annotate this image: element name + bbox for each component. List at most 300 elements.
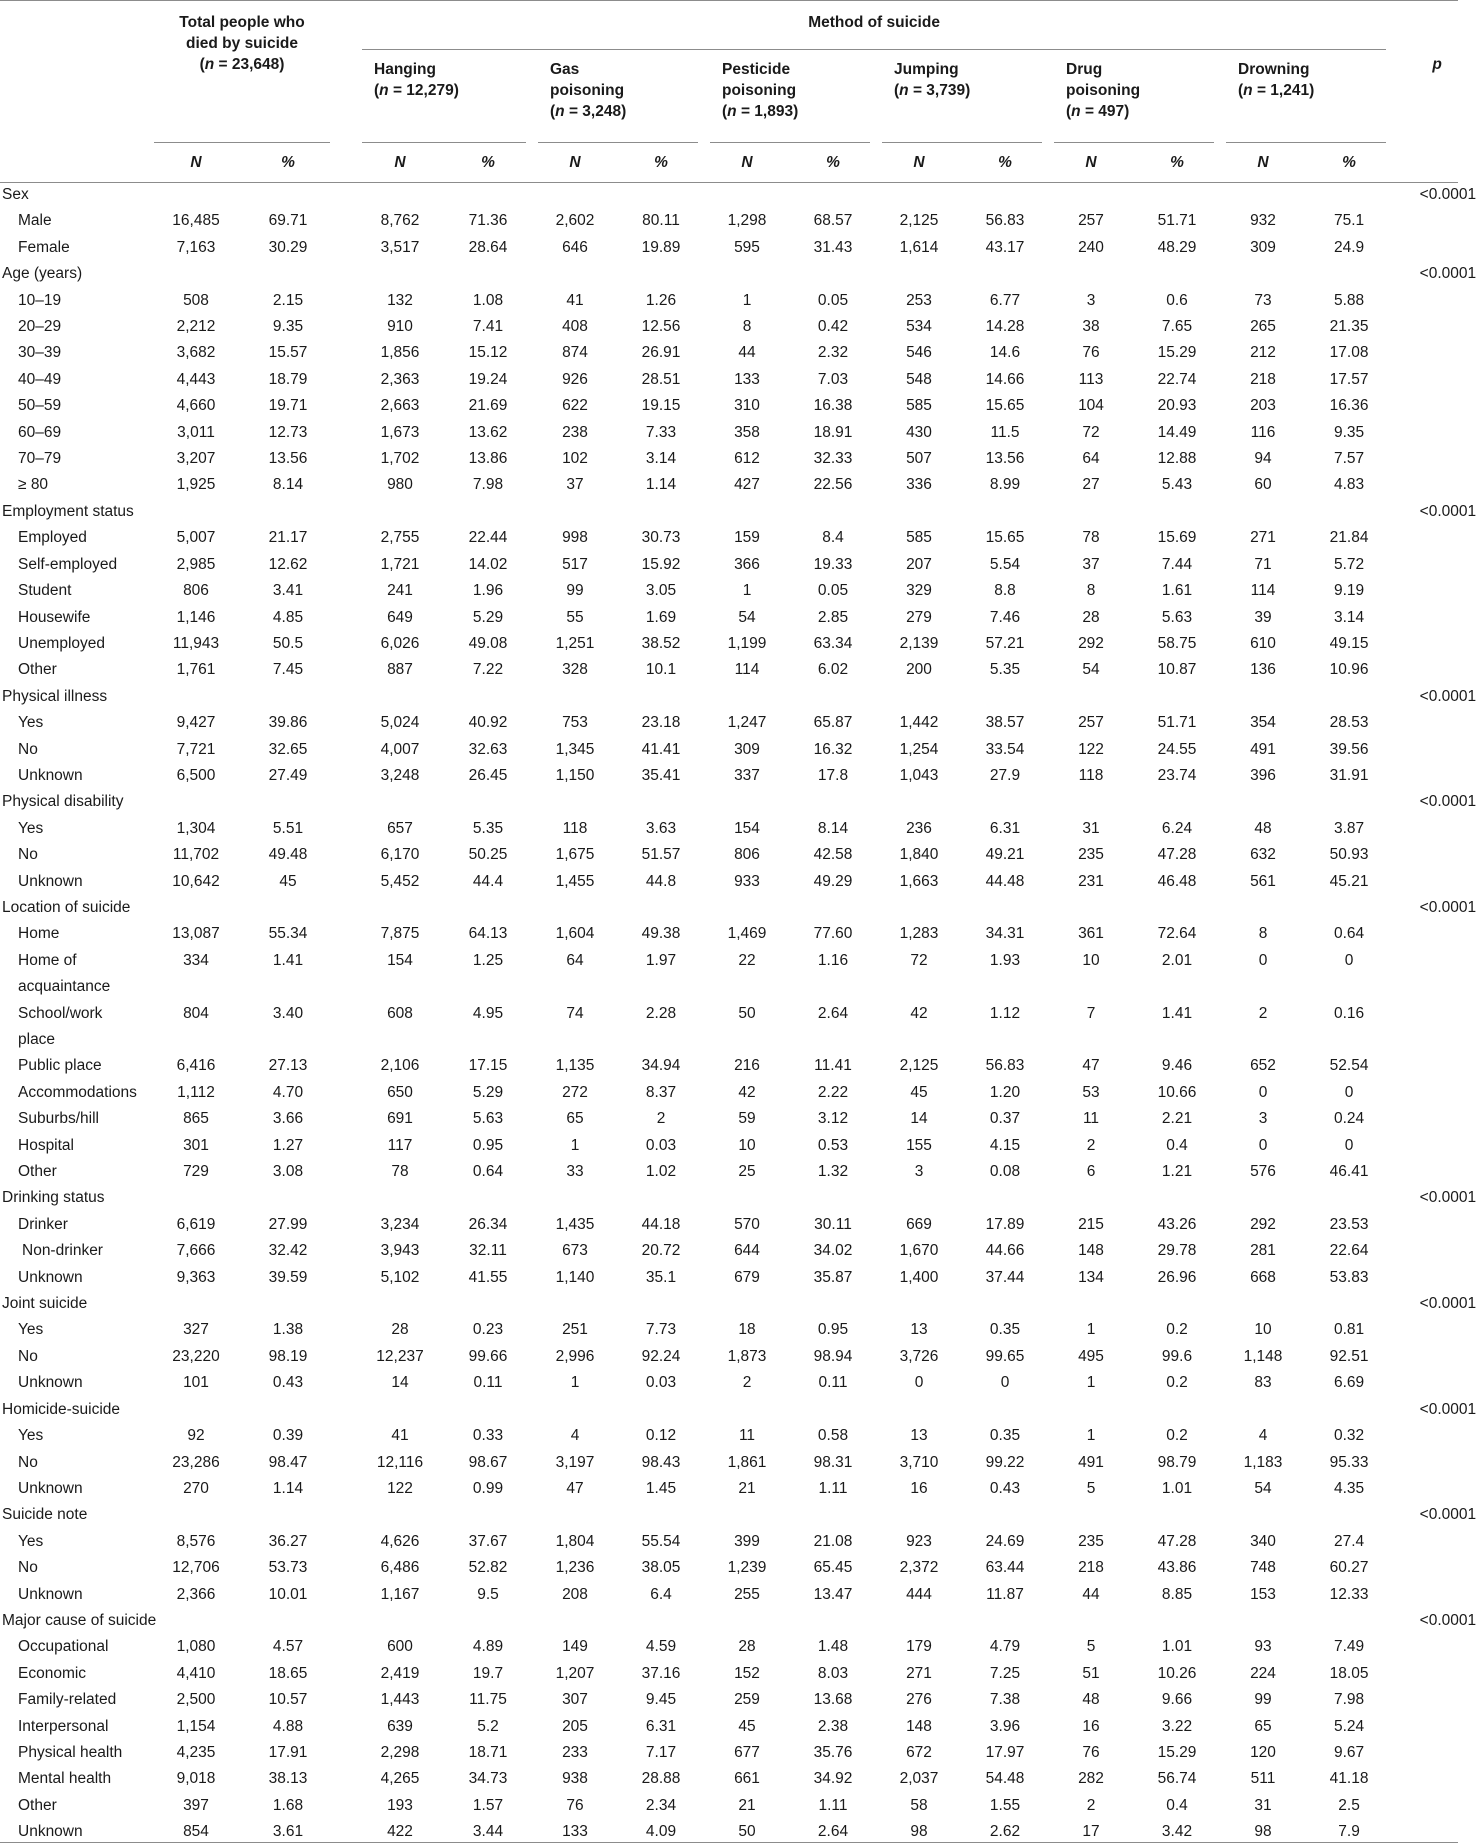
count-cell: 122 (387, 1479, 413, 1497)
count-cell: 3,011 (177, 423, 215, 441)
total-subrule (154, 142, 330, 143)
count-cell: 3,517 (380, 238, 420, 256)
percent-cell: 4.15 (989, 1136, 1021, 1154)
row-label: Unknown (18, 1268, 83, 1286)
percent-cell: 50.93 (1329, 846, 1369, 864)
percent-cell: 15.29 (1157, 1743, 1197, 1761)
count-cell: 622 (562, 397, 588, 415)
count-cell: 193 (387, 1796, 413, 1814)
count-cell: 2,366 (176, 1585, 216, 1603)
category-label: Location of suicide (2, 898, 131, 916)
count-cell: 155 (906, 1136, 932, 1154)
row-label: No (18, 740, 38, 758)
count-cell: 1,304 (176, 819, 216, 837)
percent-cell: 7.25 (989, 1664, 1021, 1682)
percent-cell: 11.5 (990, 423, 1020, 441)
percent-cell: 0.4 (1166, 1796, 1188, 1814)
percent-cell: 16.32 (813, 740, 853, 758)
table-row (0, 1661, 1482, 1687)
row-label: Economic (18, 1664, 87, 1682)
count-cell: 154 (387, 951, 413, 969)
count-cell: 1,670 (899, 1242, 939, 1260)
p-empty-cell (1392, 288, 1482, 314)
row-label: Occupational (18, 1638, 109, 1656)
count-cell: 495 (1078, 1347, 1104, 1365)
count-cell: 748 (1250, 1559, 1276, 1577)
count-cell: 4,410 (176, 1664, 216, 1682)
count-cell: 1,840 (899, 846, 939, 864)
gap-cell (334, 1476, 356, 1502)
p-empty-cell (1392, 921, 1482, 947)
gap-cell (334, 1450, 356, 1476)
row-label: Unemployed (18, 634, 106, 652)
count-cell: 1,283 (899, 925, 939, 943)
percent-cell: 4.35 (1333, 1479, 1365, 1497)
count-cell: 1,604 (555, 925, 595, 943)
p-empty-cell (1392, 1634, 1482, 1660)
percent-cell: 0.53 (817, 1136, 849, 1154)
gap-cell (334, 842, 356, 868)
percent-cell: 0.05 (817, 582, 849, 600)
count-cell: 6,500 (176, 766, 216, 784)
category-spacer (150, 789, 1392, 815)
count-cell: 650 (387, 1083, 413, 1101)
category-row (0, 182, 1482, 208)
percent-cell: 98.19 (268, 1347, 308, 1365)
method-header-line: (n = 3,739) (894, 82, 971, 100)
count-cell: 8 (1258, 925, 1268, 943)
count-cell: 148 (1078, 1242, 1104, 1260)
percent-cell: 57.21 (985, 634, 1025, 652)
row-label: Mental health (18, 1770, 112, 1788)
p-empty-cell (1392, 446, 1482, 472)
count-cell: 1 (742, 291, 752, 309)
percent-cell: 10.96 (1329, 661, 1369, 679)
percent-cell: 51.71 (1157, 212, 1197, 230)
percent-cell: 13.56 (268, 450, 308, 468)
table-row (0, 367, 1482, 393)
percent-cell: 46.48 (1157, 872, 1197, 890)
count-cell: 4 (1258, 1427, 1268, 1445)
p-value: <0.0001 (1419, 186, 1477, 203)
count-cell: 65 (566, 1110, 584, 1128)
percent-cell: 17.8 (817, 766, 849, 784)
count-cell: 148 (906, 1717, 932, 1735)
category-row (0, 1397, 1482, 1423)
percent-cell: 56.74 (1157, 1770, 1197, 1788)
count-cell: 1,183 (1243, 1453, 1283, 1471)
count-cell: 427 (734, 476, 760, 494)
count-cell: 233 (562, 1743, 588, 1761)
percent-cell: 2.34 (645, 1796, 677, 1814)
percent-cell: 60.27 (1329, 1559, 1369, 1577)
percent-cell: 23.53 (1329, 1215, 1369, 1233)
count-cell: 1,673 (380, 423, 420, 441)
count-cell: 491 (1078, 1453, 1104, 1471)
count-cell: 203 (1250, 397, 1276, 415)
percent-cell: 13.56 (985, 450, 1025, 468)
count-cell: 44 (1082, 1585, 1100, 1603)
table-row (0, 763, 1482, 789)
count-cell: 114 (1250, 582, 1276, 600)
percent-cell: 6.77 (989, 291, 1021, 309)
category-row (0, 261, 1482, 287)
percent-cell: 1.14 (272, 1479, 304, 1497)
gap-cell (334, 869, 356, 895)
gap-cell (334, 921, 356, 947)
count-cell: 64 (566, 951, 584, 969)
count-cell: 120 (1250, 1743, 1276, 1761)
count-cell: 585 (906, 529, 932, 547)
p-empty-cell (1392, 1476, 1482, 1502)
percent-cell: 34.31 (985, 925, 1025, 943)
count-cell: 1,469 (727, 925, 767, 943)
count-cell: 649 (387, 608, 413, 626)
percent-cell: 32.42 (268, 1242, 308, 1260)
count-cell: 507 (906, 450, 932, 468)
percent-cell: 5.29 (472, 1083, 504, 1101)
percent-cell: 27.49 (268, 766, 308, 784)
percent-cell: 19.33 (813, 555, 853, 573)
count-cell: 1,455 (555, 872, 595, 890)
percent-cell: 24.55 (1157, 740, 1197, 758)
percent-column-header: % (281, 154, 295, 172)
table-row (0, 235, 1482, 261)
percent-cell: 32.11 (469, 1242, 507, 1260)
method-header-line: (n = 12,279) (374, 82, 459, 100)
percent-cell: 37.16 (641, 1664, 681, 1682)
percent-cell: 4.70 (272, 1083, 304, 1101)
percent-cell: 15.65 (985, 397, 1025, 415)
count-cell: 1,856 (380, 344, 420, 362)
percent-cell: 7.98 (472, 476, 504, 494)
percent-cell: 1.11 (818, 1796, 848, 1814)
row-label: Hospital (18, 1136, 74, 1154)
p-value: <0.0001 (1419, 1611, 1477, 1629)
count-cell: 2,500 (176, 1691, 216, 1709)
count-cell: 224 (1250, 1664, 1276, 1682)
method-header (876, 55, 1048, 143)
count-cell: 408 (562, 318, 588, 336)
table-row (0, 921, 1482, 947)
percent-cell: 0.24 (1333, 1110, 1365, 1128)
percent-cell: 3.22 (1161, 1717, 1193, 1735)
count-cell: 2,125 (899, 1057, 939, 1075)
percent-cell: 22.56 (813, 476, 853, 494)
row-label: 40–49 (18, 370, 62, 388)
percent-cell: 20.72 (641, 1242, 681, 1260)
p-empty-cell (1392, 1080, 1482, 1106)
count-cell: 806 (734, 846, 760, 864)
count-cell: 2,663 (380, 397, 420, 415)
percent-cell: 19.24 (468, 370, 508, 388)
percent-cell: 49.38 (641, 925, 681, 943)
count-cell: 11,702 (172, 846, 220, 864)
count-cell: 2,125 (899, 212, 939, 230)
percent-cell: 3.96 (989, 1717, 1021, 1735)
count-cell: 6 (1086, 1163, 1096, 1181)
gap-cell (334, 1212, 356, 1238)
p-empty-cell (1392, 1423, 1482, 1449)
count-cell: 561 (1250, 872, 1276, 890)
count-cell: 938 (562, 1770, 588, 1788)
count-cell: 42 (738, 1083, 756, 1101)
percent-cell: 98.43 (641, 1453, 681, 1471)
table-row (0, 737, 1482, 763)
p-value: <0.0001 (1419, 1400, 1477, 1418)
count-cell: 18 (738, 1321, 756, 1339)
row-label: 60–69 (18, 423, 62, 441)
percent-cell: 31.91 (1329, 766, 1369, 784)
category-spacer (150, 182, 1392, 208)
percent-cell: 34.02 (813, 1242, 853, 1260)
count-cell: 1 (1086, 1321, 1096, 1339)
p-empty-cell (1392, 763, 1482, 789)
percent-cell: 4.88 (272, 1717, 304, 1735)
percent-cell: 0.95 (817, 1321, 849, 1339)
percent-cell: 1.69 (645, 608, 677, 626)
percent-cell: 1.48 (817, 1638, 849, 1656)
count-cell: 22 (738, 951, 756, 969)
gap-cell (334, 446, 356, 472)
category-row (0, 1502, 1482, 1528)
gap-cell (334, 340, 356, 366)
table-row (0, 1450, 1482, 1476)
gap-cell (334, 657, 356, 683)
count-cell: 3,710 (899, 1453, 939, 1471)
count-cell: 7 (1086, 1004, 1096, 1022)
percent-cell: 6.02 (817, 661, 849, 679)
percent-cell: 5.2 (477, 1717, 499, 1735)
bottom-rule (0, 1842, 1458, 1843)
percent-cell: 2.62 (989, 1823, 1021, 1841)
count-cell: 11 (738, 1427, 756, 1445)
count-cell: 154 (734, 819, 760, 837)
p-empty-cell (1392, 1133, 1482, 1159)
category-spacer (150, 1397, 1392, 1423)
table-row (0, 605, 1482, 631)
p-empty-cell (1392, 657, 1482, 683)
percent-cell: 5.43 (1161, 476, 1193, 494)
percent-cell: 12.56 (641, 318, 681, 336)
percent-cell: 53.73 (268, 1559, 308, 1577)
percent-cell: 7.65 (1161, 318, 1193, 336)
row-label: Unknown (18, 1823, 83, 1841)
count-cell: 218 (1078, 1559, 1104, 1577)
count-cell: 3,234 (380, 1215, 420, 1233)
percent-cell: 43.86 (1157, 1559, 1197, 1577)
count-cell: 2,037 (899, 1770, 939, 1788)
percent-cell: 12.62 (268, 555, 308, 573)
count-cell: 1,443 (380, 1691, 420, 1709)
percent-cell: 9.5 (477, 1585, 499, 1603)
percent-cell: 8.37 (645, 1083, 677, 1101)
count-cell: 216 (734, 1057, 760, 1075)
percent-cell: 7.98 (1333, 1691, 1365, 1709)
count-cell: 7,666 (176, 1242, 216, 1260)
count-cell: 328 (562, 661, 588, 679)
percent-cell: 18.05 (1329, 1664, 1369, 1682)
p-empty-cell (1392, 1159, 1482, 1185)
count-cell: 76 (1082, 344, 1100, 362)
count-cell: 218 (1250, 370, 1276, 388)
count-cell: 1,345 (555, 740, 595, 758)
row-label: Self-employed (18, 555, 118, 573)
count-cell: 134 (1078, 1268, 1104, 1286)
percent-cell: 49.08 (468, 634, 508, 652)
table-row (0, 288, 1482, 314)
percent-cell: 92.24 (641, 1347, 681, 1365)
percent-column-header: % (1170, 154, 1184, 172)
percent-cell: 8.4 (822, 529, 844, 547)
percent-cell: 1.68 (272, 1796, 304, 1814)
percent-cell: 7.22 (472, 661, 504, 679)
method-header-line: (n = 1,241) (1238, 82, 1315, 100)
percent-cell: 30.29 (268, 238, 308, 256)
percent-cell: 5.63 (472, 1110, 504, 1128)
count-cell: 1,135 (555, 1057, 595, 1075)
count-cell: 271 (906, 1664, 932, 1682)
count-cell: 679 (734, 1268, 760, 1286)
percent-cell: 37.67 (468, 1532, 508, 1550)
percent-cell: 7.45 (272, 661, 304, 679)
n-column-header: N (569, 154, 581, 172)
percent-cell: 53.83 (1329, 1268, 1369, 1286)
percent-column-header: % (826, 154, 840, 172)
count-cell: 47 (1082, 1057, 1100, 1075)
percent-cell: 1.57 (472, 1796, 504, 1814)
gap-cell (334, 1344, 356, 1370)
count-cell: 200 (906, 661, 932, 679)
percent-cell: 17.15 (468, 1057, 508, 1075)
count-cell: 92 (187, 1427, 205, 1445)
category-row (0, 1185, 1482, 1211)
count-cell: 179 (906, 1638, 932, 1656)
percent-cell: 98.67 (468, 1453, 508, 1471)
header-bottom-rule (0, 182, 1458, 183)
p-empty-cell (1392, 631, 1482, 657)
row-label: Accommodations (18, 1083, 137, 1101)
percent-cell: 4.89 (472, 1638, 504, 1656)
count-cell: 923 (906, 1532, 932, 1550)
count-cell: 644 (734, 1242, 760, 1260)
category-label: Joint suicide (2, 1295, 88, 1313)
category-row (0, 1291, 1482, 1317)
method-header-line: (n = 497) (1066, 103, 1130, 121)
percent-cell: 9.66 (1161, 1691, 1193, 1709)
percent-cell: 8.85 (1161, 1585, 1193, 1603)
p-empty-cell (1392, 1370, 1482, 1396)
percent-cell: 21.84 (1329, 529, 1369, 547)
p-empty-cell (1392, 710, 1482, 736)
row-label: Family-related (18, 1691, 117, 1709)
table-row (0, 631, 1482, 657)
percent-cell: 0.64 (1333, 925, 1365, 943)
table-row (0, 578, 1482, 604)
percent-cell: 16.38 (813, 397, 853, 415)
percent-cell: 63.34 (813, 634, 853, 652)
count-cell: 13,087 (172, 925, 220, 943)
category-label: Employment status (2, 502, 134, 520)
percent-cell: 99.22 (985, 1453, 1025, 1471)
count-cell: 632 (1250, 846, 1276, 864)
percent-cell: 21.35 (1329, 318, 1369, 336)
count-cell: 205 (562, 1717, 588, 1735)
table-row (0, 1370, 1482, 1396)
count-cell: 28 (1082, 608, 1100, 626)
table-row (0, 1687, 1482, 1713)
percent-cell: 52.82 (468, 1559, 508, 1577)
gap-cell (334, 1740, 356, 1766)
category-spacer (150, 1185, 1392, 1211)
percent-cell: 0.03 (645, 1374, 677, 1392)
percent-cell: 0.4 (1166, 1136, 1188, 1154)
percent-cell: 45 (279, 872, 297, 890)
count-cell: 1,150 (555, 766, 595, 784)
count-cell: 933 (734, 872, 760, 890)
percent-cell: 43.26 (1157, 1215, 1197, 1233)
count-cell: 1,873 (727, 1347, 767, 1365)
p-empty-cell (1392, 737, 1482, 763)
count-cell: 50 (738, 1004, 756, 1022)
count-cell: 639 (387, 1717, 413, 1735)
count-cell: 6,026 (380, 634, 420, 652)
percent-cell: 4.57 (272, 1638, 304, 1656)
table-row (0, 1133, 1482, 1159)
percent-cell: 29.78 (1157, 1242, 1197, 1260)
count-cell: 329 (906, 582, 932, 600)
row-label: Home (18, 925, 60, 943)
percent-cell: 2.38 (817, 1717, 849, 1735)
percent-cell: 10.01 (268, 1585, 308, 1603)
count-cell: 39 (1254, 608, 1272, 626)
count-cell: 1,236 (555, 1559, 595, 1577)
count-cell: 576 (1250, 1163, 1276, 1181)
count-cell: 887 (387, 661, 413, 679)
count-cell: 661 (734, 1770, 760, 1788)
count-cell: 612 (734, 450, 760, 468)
count-cell: 10 (738, 1136, 756, 1154)
count-cell: 10,642 (172, 872, 220, 890)
category-label: Physical illness (2, 687, 108, 705)
percent-cell: 8.99 (989, 476, 1021, 494)
percent-cell: 0.43 (272, 1374, 304, 1392)
table-row (0, 1238, 1482, 1264)
count-cell: 8 (1086, 582, 1096, 600)
percent-cell: 0 (1344, 1083, 1354, 1101)
count-cell: 53 (1082, 1083, 1100, 1101)
percent-cell: 1.97 (645, 951, 677, 969)
table-row (0, 552, 1482, 578)
percent-cell: 22.44 (468, 529, 508, 547)
percent-cell: 63.44 (985, 1559, 1025, 1577)
gap-cell (334, 1793, 356, 1819)
count-cell: 116 (1250, 423, 1276, 441)
count-cell: 235 (1078, 1532, 1104, 1550)
count-cell: 212 (1250, 344, 1276, 362)
method-header (1220, 55, 1392, 143)
count-cell: 3,682 (176, 344, 216, 362)
percent-cell: 17.91 (268, 1743, 308, 1761)
percent-cell: 1.93 (989, 951, 1021, 969)
gap-cell (334, 1687, 356, 1713)
count-cell: 5,007 (176, 529, 216, 547)
count-cell: 101 (183, 1374, 209, 1392)
percent-cell: 2 (656, 1110, 666, 1128)
count-cell: 102 (562, 450, 588, 468)
count-cell: 1,199 (727, 634, 767, 652)
table-row (0, 314, 1482, 340)
